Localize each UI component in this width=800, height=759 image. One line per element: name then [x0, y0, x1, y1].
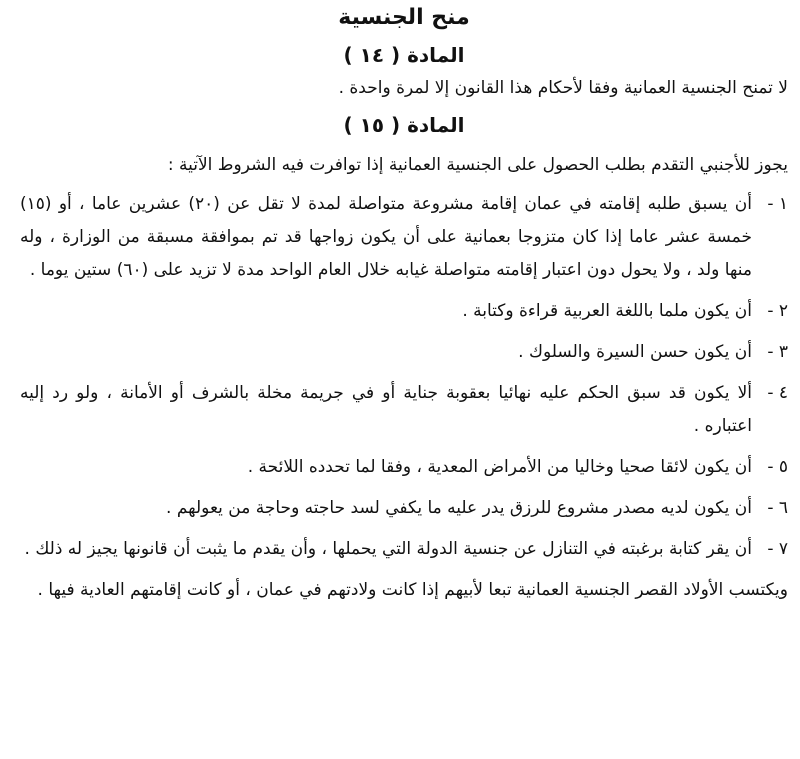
condition-item: [20, 451, 788, 484]
condition-text: ألا يكون قد سبق الحكم عليه نهائيا بعقوبة جناية أو في جريمة مخلة بالشرف أو الأمانة ، ولو رد إليه اعتباره .: [20, 383, 752, 436]
article-15-heading: المادة ( ١٥ ): [343, 113, 465, 137]
article-14-heading: المادة ( ١٤ ): [343, 43, 465, 67]
condition-item: [20, 336, 788, 369]
condition-item: [20, 295, 788, 328]
condition-text: أن يسبق طلبه إقامته في عمان إقامة مشروعة متواصلة لمدة لا تقل عن (٢٠) عشرين عاما ، أو (١٥) خمسة عشر عاما إذا كان متزوجا بعمانية على أن يكون زواجها قد تم بموافقة مسبقة من الوزارة ، وله منها ولد ، ولا يحول دون اعتبار إقامته متواصلة غيابه خلال العام الواحد مدة لا تزيد على (٦٠) ستين يوما .: [20, 194, 752, 280]
condition-item: [20, 377, 788, 443]
condition-number: ٣ -: [767, 342, 788, 362]
condition-number: ١ -: [767, 194, 788, 214]
condition-item: [20, 188, 788, 287]
condition-number: ٢ -: [767, 301, 788, 321]
conditions-list: [20, 188, 788, 566]
condition-text: أن يكون حسن السيرة والسلوك .: [518, 342, 752, 362]
condition-number: ٥ -: [767, 457, 788, 477]
condition-text: أن يقر كتابة برغبته في التنازل عن جنسية الدولة التي يحملها ، وأن يقدم ما يثبت أن قانونها يجيز له ذلك .: [24, 539, 752, 559]
condition-number: ٦ -: [767, 498, 788, 518]
article-15-closing: ويكتسب الأولاد القصر الجنسية العمانية تبعا لأبيهم إذا كانت ولادتهم في عمان ، أو كانت إقامتهم العادية فيها .: [37, 580, 788, 600]
article-15-intro: يجوز للأجنبي التقدم بطلب الحصول على الجنسية العمانية إذا توافرت فيه الشروط الآتية :: [167, 155, 788, 175]
section-title: منح الجنسية: [338, 5, 470, 30]
condition-item: [20, 492, 788, 525]
article-14-text: لا تمنح الجنسية العمانية وفقا لأحكام هذا القانون إلا لمرة واحدة .: [338, 78, 788, 98]
document-page: [0, 4, 800, 759]
condition-item: [20, 533, 788, 566]
condition-text: أن يكون لديه مصدر مشروع للرزق يدر عليه ما يكفي لسد حاجته وحاجة من يعولهم .: [166, 498, 752, 518]
condition-text: أن يكون ملما باللغة العربية قراءة وكتابة .: [462, 301, 752, 321]
condition-number: ٤ -: [767, 383, 788, 403]
condition-text: أن يكون لائقا صحيا وخاليا من الأمراض المعدية ، وفقا لما تحدده اللائحة .: [247, 457, 752, 477]
condition-number: ٧ -: [767, 539, 788, 559]
